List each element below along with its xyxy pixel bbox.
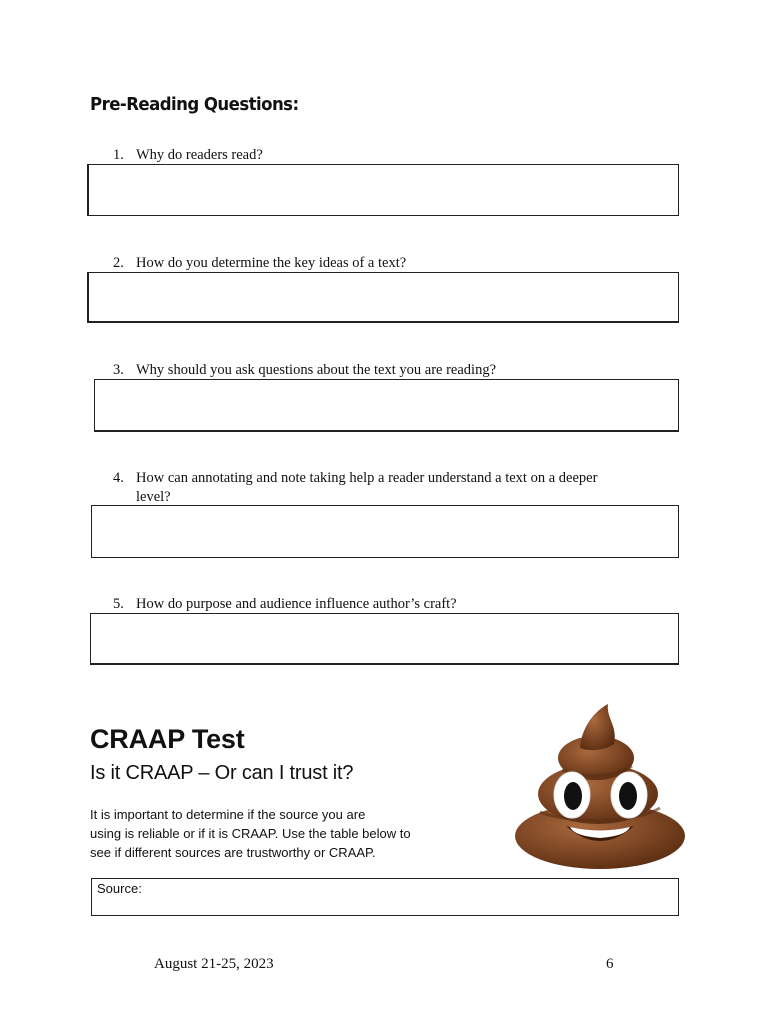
footer-date: August 21-25, 2023 [154,956,274,972]
craap-subtitle: Is it CRAAP – Or can I trust it? [90,762,354,784]
source-field[interactable] [91,878,679,916]
craap-description-line: It is important to determine if the source you are [90,807,366,822]
question-number: 4. [113,470,124,486]
question-text: How can annotating and note taking help a reader understand a text on a deeper [136,470,598,486]
question-text: Why should you ask questions about the text you are reading? [136,362,497,378]
answer-box-4[interactable] [91,505,679,558]
question-text-line2: level? [136,489,171,505]
source-label: Source: [97,881,142,896]
answer-box-5[interactable] [90,613,679,665]
answer-box-1[interactable] [87,164,679,216]
question-3 [113,361,673,380]
craap-description-line: see if different sources are trustworthy or CRAAP. [90,845,376,860]
answer-box-2[interactable] [87,272,679,323]
question-5 [113,595,673,614]
question-number: 3. [113,362,124,378]
question-4 [113,469,673,507]
craap-description-line: using is reliable or if it is CRAAP. Use the table below to [90,826,411,841]
question-text: How do purpose and audience influence author’s craft? [136,596,457,612]
question-number: 5. [113,596,124,612]
craap-title: CRAAP Test [90,724,245,754]
page-number: 6 [606,956,614,972]
question-number: 2. [113,255,124,271]
poop-emoji-icon [510,700,690,872]
question-2 [113,254,673,273]
craap-description [90,805,435,862]
question-text: How do you determine the key ideas of a text? [136,255,407,271]
question-number: 1. [113,147,124,163]
answer-box-3[interactable] [94,379,679,432]
question-text: Why do readers read? [136,147,263,163]
question-1 [113,146,673,165]
page-heading: Pre-Reading Questions: [90,94,299,115]
